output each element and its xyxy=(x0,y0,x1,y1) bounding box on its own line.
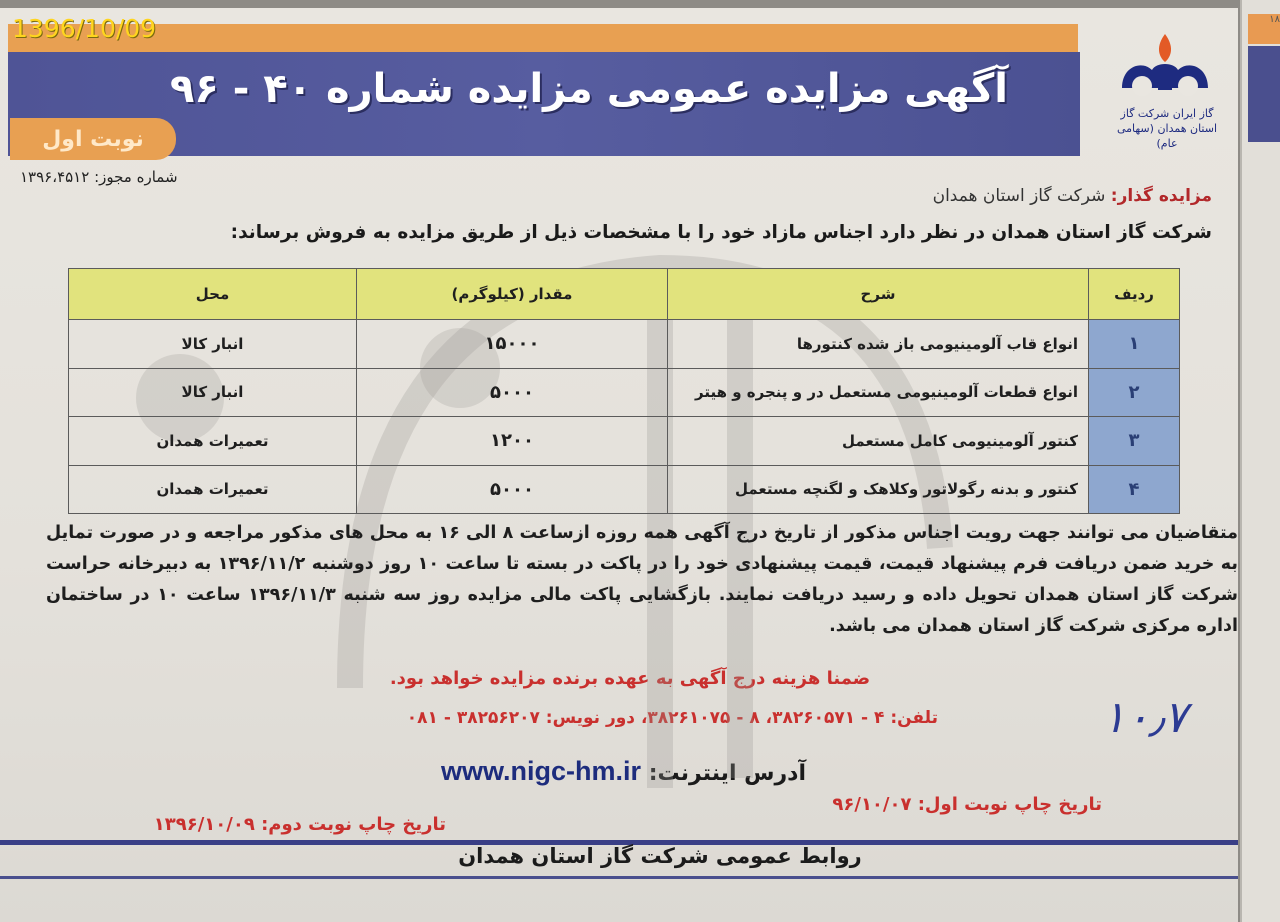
row-description: انواع قطعات آلومینیومی مستعمل در و پنجره و هیتر xyxy=(668,368,1089,417)
header-quantity: مقدار (کیلوگرم) xyxy=(357,269,668,320)
table-row xyxy=(69,368,1180,417)
website-line xyxy=(441,756,806,787)
adjacent-ad-strip xyxy=(1240,0,1280,922)
date-stamp: 1396/10/09 xyxy=(12,14,157,43)
turn-badge: نوبت اول xyxy=(10,118,176,160)
footer-bottom-line xyxy=(0,876,1238,879)
organizer-label: مزایده گذار: xyxy=(1110,186,1212,206)
logo-org-name: گاز ایران شرکت گاز استان همدان (سهامی عام) xyxy=(1116,107,1218,150)
row-quantity: ۵۰۰۰ xyxy=(357,465,668,514)
advertisement-page xyxy=(0,8,1238,922)
row-quantity: ۵۰۰۰ xyxy=(357,368,668,417)
table-row xyxy=(69,465,1180,514)
website-label: آدرس اینترنت: xyxy=(648,761,806,786)
header-index: ردیف xyxy=(1089,269,1180,320)
body-paragraph: متقاضیان می توانند جهت رویت اجناس مذکور از تاریخ درج آگهی همه روزه ازساعت ۸ الی ۱۶ به محل های مذکور مراجعه و در صورت تمایل به خرید ضمن دریافت فرم پیشنهاد قیمت، قیمت پیشنهادی خود را در پاکت در بسته تا ساعت ۱۰ روز دوشنبه ۱۳۹۶/۱۱/۲ به دبیرخانه حراست شرکت گاز استان همدان تحویل داده و رسید دریافت نمایند. بازگشایی پاکت مالی مزایده روز سه شنبه ۱۳۹۶/۱۱/۳ ساعت ۱۰ در ساختمان اداره مرکزی شرکت گاز استان همدان می باشد. xyxy=(46,523,1238,636)
header-location: محل xyxy=(69,269,357,320)
row-index: ۲ xyxy=(1089,368,1180,417)
row-index: ۳ xyxy=(1089,417,1180,466)
license-number: شماره مجوز: ۱۳۹۶،۴۵۱۲ xyxy=(20,168,178,186)
intro-text: شرکت گاز استان همدان در نظر دارد اجناس مازاد خود را با مشخصات ذیل از طریق مزایده به فروش برساند: xyxy=(230,222,1212,243)
row-description: انواع قاب آلومینیومی باز شده کنتورها xyxy=(668,320,1089,369)
items-table xyxy=(68,268,1180,514)
table-row xyxy=(69,417,1180,466)
organizer-value: شرکت گاز استان همدان xyxy=(932,186,1106,206)
row-location: تعمیرات همدان xyxy=(69,465,357,514)
adjacent-ad-blue xyxy=(1248,46,1280,142)
gas-flame-icon xyxy=(1092,26,1238,106)
website-url[interactable]: www.nigc-hm.ir xyxy=(441,756,642,786)
table-header-row xyxy=(69,269,1180,320)
row-index: ۴ xyxy=(1089,465,1180,514)
header-description: شرح xyxy=(668,269,1089,320)
cost-note: ضمنا هزینه درج آگهی به عهده برنده مزایده خواهد بود. xyxy=(389,668,871,689)
organizer-line xyxy=(933,186,1212,206)
row-index: ۱ xyxy=(1089,320,1180,369)
row-location: انبار کالا xyxy=(69,368,357,417)
row-description: کنتور آلومینیومی کامل مستعمل xyxy=(668,417,1089,466)
phone-numbers: تلفن: ۴ - ۳۸۲۶۰۵۷۱، ۸ - ۳۸۲۶۱۰۷۵، دور نویس: ۳۸۲۵۶۲۰۷ - ۰۸۱ xyxy=(406,708,938,728)
row-location: انبار کالا xyxy=(69,320,357,369)
handwritten-note: ۱۰٫۷ xyxy=(1102,692,1188,743)
row-quantity: ۱۵۰۰۰ xyxy=(357,320,668,369)
table-row xyxy=(69,320,1180,369)
row-description: کنتور و بدنه رگولاتور وکلاهک و لگنچه مستعمل xyxy=(668,465,1089,514)
footer-public-relations: روابط عمومی شرکت گاز استان همدان xyxy=(458,844,862,868)
print-date-second: تاریخ چاپ نوبت دوم: ۱۳۹۶/۱۰/۰۹ xyxy=(153,814,446,835)
ad-title: آگهی مزایده عمومی مزایده شماره ۴۰ - ۹۶ xyxy=(169,66,1008,112)
company-logo xyxy=(1092,26,1238,176)
row-location: تعمیرات همدان xyxy=(69,417,357,466)
row-quantity: ۱۲۰۰ xyxy=(357,417,668,466)
banner-top-strip xyxy=(8,24,1078,54)
print-date-first: تاریخ چاپ نوبت اول: ۹۶/۱۰/۰۷ xyxy=(832,794,1102,815)
adjacent-ad-number: ۱۸ xyxy=(1269,14,1280,25)
